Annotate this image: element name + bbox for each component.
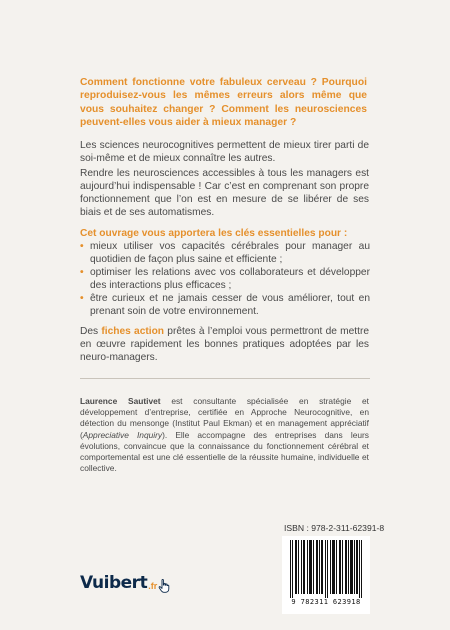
list-item [80, 266, 370, 292]
fiches-action-paragraph [80, 325, 369, 364]
author-bio [80, 396, 369, 474]
fiches-suffix: prêtes à l’emploi vous permettront de mettre en œuvre rapidement les bonnes pratiques adoptées par les neuro-managers. [80, 326, 369, 363]
fiches-highlight: fiches action [101, 326, 165, 337]
author-name: Laurence Sautivet [80, 396, 161, 406]
key-benefits-list [80, 240, 370, 318]
bullet-text: mieux utiliser vos capacités cérébrales pour manager au quotidien de façon plus saine et efficiente ; [90, 241, 370, 265]
publisher-logo [80, 571, 170, 593]
bullet-text: être curieux et ne jamais cesser de vous améliorer, tout en prenant soin de votre environnement. [90, 293, 370, 317]
bullet-text: optimiser les relations avec vos collaborateurs et développer des interactions plus efficaces ; [90, 267, 370, 291]
hand-cursor-icon [158, 579, 170, 593]
isbn-label: ISBN : 978-2-311-62391-8 [284, 523, 385, 533]
fiches-prefix: Des [80, 326, 102, 337]
back-cover-headline: Comment fonctionne votre fabuleux cerveau ? Pourquoi reproduisez-vous les mêmes erreurs alors même que vous souhaitez changer ? Comment les neurosciences peuvent-elles vous aider à mieux manager ? [80, 77, 367, 129]
barcode-bars-icon [288, 540, 364, 598]
barcode-digits: 9 782311 623918 [291, 598, 361, 606]
list-item [80, 240, 370, 266]
author-bio-italic: Appreciative Inquiry [82, 429, 163, 440]
intro-paragraph-1: Les sciences neurocognitives permettent de mieux tirer parti de soi-même et de mieux connaître les autres. [80, 140, 369, 164]
bullet-icon: • [80, 267, 84, 278]
section-divider [80, 378, 370, 379]
bullet-icon: • [80, 241, 84, 252]
intro-paragraph-2: Rendre les neurosciences accessibles à tous les managers est aujourd’hui indispensable ! Car c’est en comprenant son propre fonctionnement que l’on est en mesure de se libérer de ses biais et de ses automatismes. [80, 168, 369, 218]
list-item [80, 292, 370, 318]
author-bio-part-1: est consultante spécialisée en stratégie et développement d’entreprise, certifiée en Approche Neurocognitive, en détection du mensonge (Institut Paul Ekman) et en management appréciatif ( [80, 396, 369, 440]
author-bio-part-2: ). Elle accompagne des entreprises dans leurs évolutions, convaincue que la connaissance du fonctionnement cérébral et comportemental est une clé essentielle de la réussite humaine, individuelle et collective. [80, 429, 369, 474]
barcode [282, 536, 370, 614]
bullet-icon: • [80, 293, 84, 304]
publisher-tld: .fr [148, 581, 158, 591]
key-benefits-title: Cet ouvrage vous apportera les clés essentielles pour : [80, 228, 348, 239]
publisher-name: Vuibert [80, 573, 148, 593]
